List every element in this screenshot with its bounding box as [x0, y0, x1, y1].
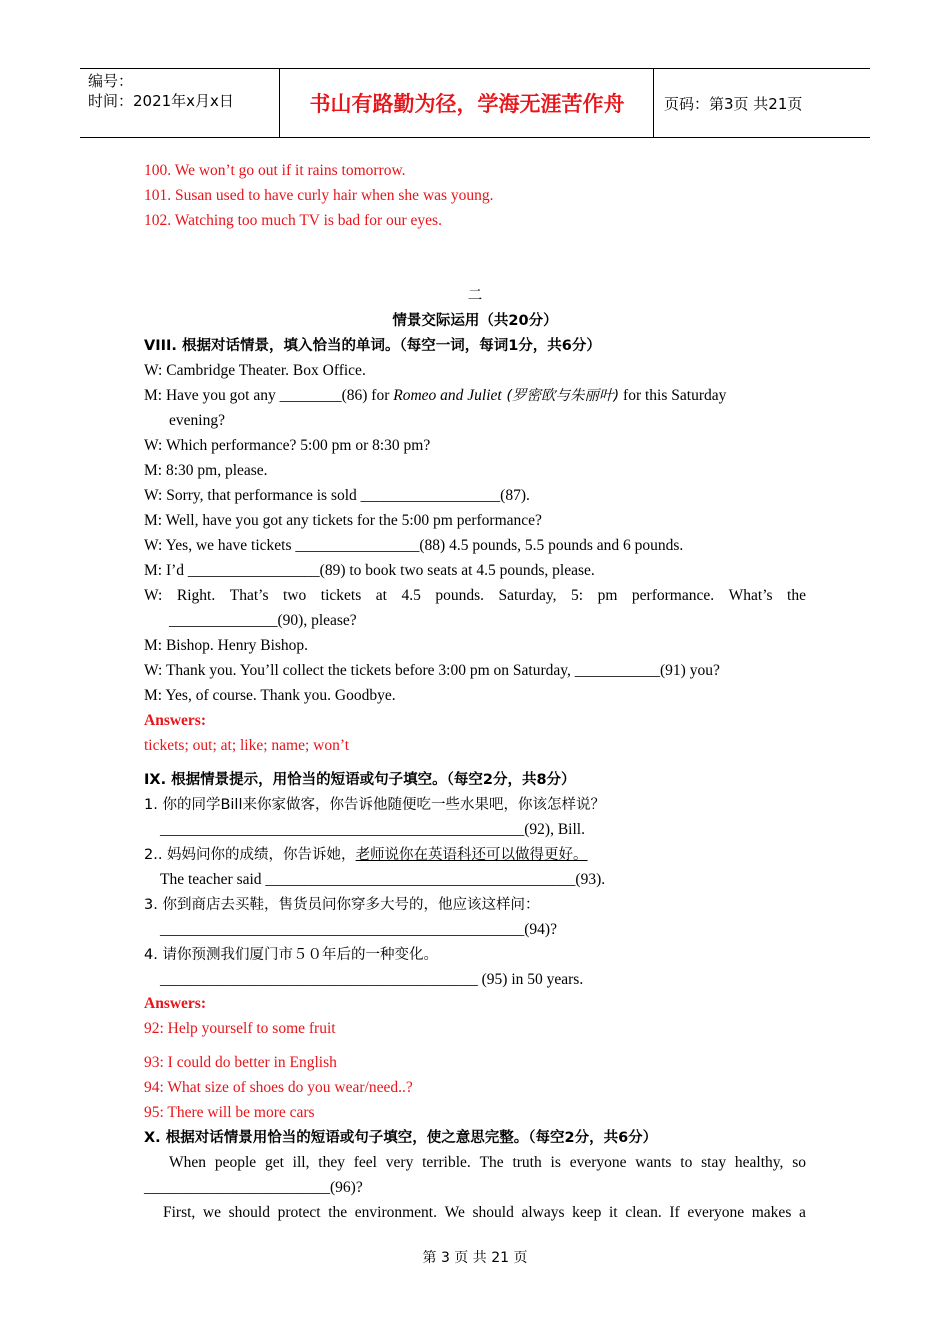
dialogue-line: M: Bishop. Henry Bishop. — [144, 637, 309, 654]
header-meta — [80, 69, 280, 137]
word: truth — [512, 1154, 542, 1171]
word: should — [228, 1204, 270, 1221]
word: always — [521, 1204, 565, 1221]
question-2-blank: The teacher said ________________________________________(93). — [160, 871, 606, 888]
answers-label: Answers: — [144, 995, 206, 1012]
word: get — [264, 1154, 284, 1171]
word: Right. — [176, 587, 216, 604]
word: 5: — [571, 587, 584, 604]
word: wants — [635, 1154, 672, 1171]
word: If — [669, 1204, 680, 1221]
question-2 — [144, 845, 588, 865]
section10-heading: X. 根据对话情景用恰当的短语或句子填空，使之意思完整。（每空2分，共6分） — [144, 1130, 658, 1146]
word: makes — [751, 1204, 792, 1221]
word: environment. — [354, 1204, 437, 1221]
word: to — [680, 1154, 693, 1171]
dialogue-line: M: Well, have you got any tickets for the 5:00 pm performance? — [144, 512, 542, 529]
answer-101: 101. Susan used to have curly hair when she was young. — [144, 187, 494, 204]
question-1-blank: _______________________________________________(92), Bill. — [160, 821, 585, 838]
word: is — [550, 1154, 561, 1171]
word: When — [169, 1154, 207, 1171]
word: performance. — [631, 587, 715, 604]
question-3-blank: _______________________________________________(94)? — [160, 921, 557, 938]
part-title: 情景交际运用（共20分） — [392, 313, 558, 329]
word: everyone — [687, 1204, 745, 1221]
question-4: 4. 请你预测我们厦门市５０年后的一种变化。 — [144, 947, 438, 963]
dialogue-line: W: Which performance? 5:00 pm or 8:30 pm? — [144, 437, 431, 454]
word: people — [214, 1154, 257, 1171]
word: at — [375, 587, 387, 604]
word: a — [798, 1204, 806, 1221]
paragraph-line-justified — [163, 1203, 806, 1223]
word: clean. — [625, 1204, 662, 1221]
word: pounds. — [435, 587, 485, 604]
dialogue-line: W: Cambridge Theater. Box Office. — [144, 362, 366, 379]
answer-93: 93: I could do better in English — [144, 1054, 337, 1071]
date-label: 时间：2021年x月x日 — [88, 92, 234, 110]
word: 4.5 — [401, 587, 421, 604]
dialogue-line: M: 8:30 pm, please. — [144, 462, 268, 479]
page-footer: 第 3 页 共 21 页 — [422, 1250, 528, 1266]
header-motto: 书山有路勤为径，学海无涯苦作舟 — [281, 69, 654, 137]
question-4-blank: _________________________________________ (95) in 50 years. — [160, 971, 584, 988]
answers-label: Answers: — [144, 712, 206, 729]
word: the — [787, 587, 806, 604]
word: they — [318, 1154, 345, 1171]
word: tickets — [320, 587, 362, 604]
word: The — [479, 1154, 504, 1171]
word: should — [472, 1204, 514, 1221]
answer-95: 95: There will be more cars — [144, 1104, 315, 1121]
dialogue-line: evening? — [169, 412, 225, 429]
word: terrible. — [422, 1154, 471, 1171]
word: Saturday, — [498, 587, 557, 604]
section8-heading: VIII. 根据对话情景，填入恰当的单词。（每空一词，每词1分，共6分） — [144, 338, 601, 354]
word: ill, — [292, 1154, 310, 1171]
answer-92: 92: Help yourself to some fruit — [144, 1020, 336, 1037]
dialogue-line-justified — [144, 586, 806, 606]
word: everyone — [569, 1154, 627, 1171]
dialogue-text: M: Have you got any ________(86) for — [144, 387, 394, 404]
word: We — [444, 1204, 465, 1221]
dialogue-line: ______________(90), please? — [169, 612, 357, 629]
answers-text: tickets; out; at; like; name; won’t — [144, 737, 350, 754]
part-numeral: 二 — [467, 288, 483, 304]
page-header — [80, 68, 870, 138]
question-2-underlined: 老师说你在英语科还可以做得更好。 — [355, 847, 588, 863]
word: First, — [163, 1204, 196, 1221]
word: two — [283, 587, 307, 604]
code-label: 编号： — [88, 72, 134, 90]
question-1: 1. 你的同学Bill来你家做客，你告诉他随便吃一些水果吧，你该怎样说？ — [144, 797, 605, 813]
dialogue-line: M: I’d _________________(89) to book two seats at 4.5 pounds, please. — [144, 562, 595, 579]
answer-100: 100. We won’t go out if it rains tomorrow. — [144, 162, 406, 179]
play-title: Romeo and Juliet — [393, 387, 502, 404]
dialogue-line: W: Sorry, that performance is sold __________________(87). — [144, 487, 530, 504]
header-page-info: 页码：第3页 共21页 — [664, 94, 803, 113]
dialogue-text: for this Saturday — [619, 387, 727, 404]
paragraph-line: ________________________(96)? — [144, 1179, 363, 1196]
section9-heading: IX. 根据情景提示，用恰当的短语或句子填空。（每空2分，共8分） — [144, 772, 576, 788]
word: pm — [597, 587, 618, 604]
word: healthy, — [734, 1154, 784, 1171]
question-3: 3. 你到商店去买鞋，售货员问你穿多大号的，他应该这样问： — [144, 897, 540, 913]
paragraph-line-justified — [169, 1153, 806, 1173]
dialogue-line: W: Thank you. You’ll collect the tickets before 3:00 pm on Saturday, ___________(91) you? — [144, 662, 720, 679]
word: we — [202, 1204, 221, 1221]
dialogue-line: M: Yes, of course. Thank you. Goodbye. — [144, 687, 396, 704]
word: the — [328, 1204, 348, 1221]
answer-102: 102. Watching too much TV is bad for our eyes. — [144, 212, 442, 229]
word: protect — [277, 1204, 321, 1221]
dialogue-line — [144, 386, 726, 406]
answer-94: 94: What size of shoes do you wear/need..? — [144, 1079, 413, 1096]
word: so — [792, 1154, 806, 1171]
dialogue-line: W: Yes, we have tickets ________________(88) 4.5 pounds, 5.5 pounds and 6 pounds. — [144, 537, 684, 554]
word: That’s — [229, 587, 269, 604]
word: feel — [353, 1154, 377, 1171]
word: stay — [701, 1154, 727, 1171]
word: keep — [572, 1204, 602, 1221]
word: very — [385, 1154, 414, 1171]
word: W: — [144, 587, 163, 604]
word: it — [608, 1204, 618, 1221]
question-2-text: 2.. 妈妈问你的成绩，你告诉她， — [144, 847, 356, 863]
word: What’s — [728, 587, 773, 604]
play-title-cn: (罗密欧与朱丽叶) — [501, 388, 620, 404]
